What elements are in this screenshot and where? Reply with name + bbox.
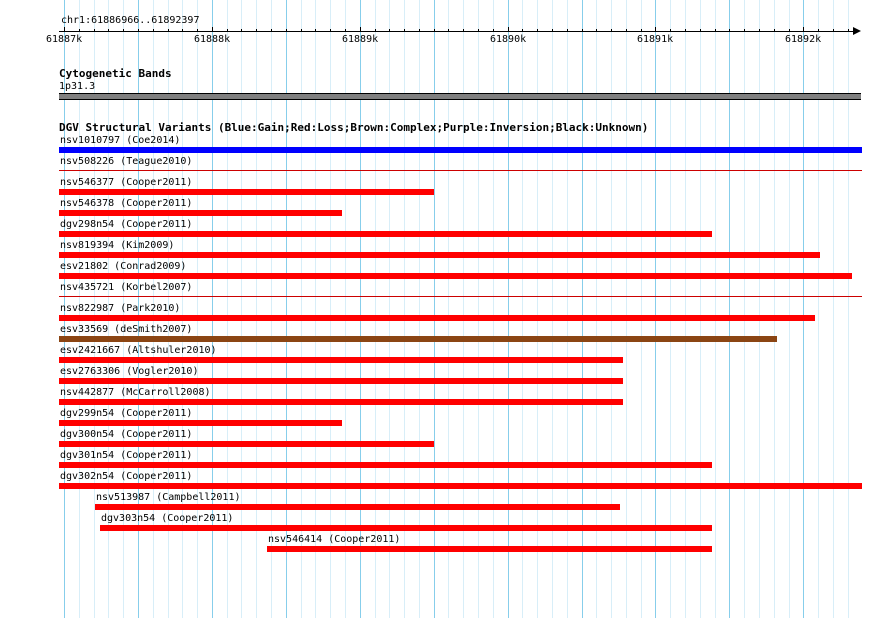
variant-label[interactable]: nsv819394 (Kim2009) (60, 240, 175, 251)
ruler-tick (493, 29, 494, 32)
ruler-tick (315, 29, 316, 32)
variant-bar[interactable] (95, 504, 620, 510)
ruler-tick (759, 29, 760, 32)
ruler-tick (434, 29, 435, 32)
ruler-tick (153, 29, 154, 32)
ruler-tick (803, 27, 804, 32)
variant-bar[interactable] (59, 189, 434, 195)
ruler-tick (286, 29, 287, 32)
ruler-tick (360, 27, 361, 32)
ruler-tick (123, 29, 124, 32)
ruler-tick (108, 29, 109, 32)
ruler-tick (330, 29, 331, 32)
variant-bar[interactable] (59, 462, 712, 468)
ruler-tick-label: 61889k (342, 34, 379, 45)
variant-label[interactable]: dgv303n54 (Cooper2011) (101, 513, 234, 524)
ruler-arrow-icon (853, 27, 861, 35)
variant-bar[interactable] (59, 378, 623, 384)
variant-label[interactable]: esv2421667 (Altshuler2010) (60, 345, 217, 356)
ruler-tick (537, 29, 538, 32)
ruler-tick (744, 29, 745, 32)
variant-bar[interactable] (59, 273, 852, 279)
variant-label[interactable]: dgv301n54 (Cooper2011) (60, 450, 193, 461)
ruler-tick (522, 29, 523, 32)
variant-label[interactable]: dgv298n54 (Cooper2011) (60, 219, 193, 230)
variant-label[interactable]: esv2763306 (Vogler2010) (60, 366, 199, 377)
ruler-tick (79, 29, 80, 32)
ruler-tick (818, 29, 819, 32)
variant-bar[interactable] (59, 483, 862, 489)
ruler-tick (567, 29, 568, 32)
ruler-tick (301, 29, 302, 32)
ruler-tick (182, 29, 183, 32)
variant-bar[interactable] (59, 252, 820, 258)
ruler-tick (241, 29, 242, 32)
ruler-tick (833, 29, 834, 32)
variant-label[interactable]: nsv1010797 (Coe2014) (60, 135, 181, 146)
variant-label[interactable]: nsv508226 (Teague2010) (60, 156, 193, 167)
ruler-tick (626, 29, 627, 32)
ruler-tick (700, 29, 701, 32)
variant-bar[interactable] (59, 420, 342, 426)
dgv-track-title[interactable]: DGV Structural Variants (Blue:Gain;Red:Loss;Brown:Complex;Purple:Inversion;Black:Unknown) (59, 121, 649, 134)
ruler-tick (715, 29, 716, 32)
ruler-tick (197, 29, 198, 32)
variant-label[interactable]: esv33569 (deSmith2007) (60, 324, 193, 335)
ruler-tick (478, 29, 479, 32)
ruler-tick (463, 29, 464, 32)
variant-bar[interactable] (100, 525, 712, 531)
ruler-tick (64, 27, 65, 32)
variant-bar[interactable] (59, 399, 623, 405)
ruler-tick (271, 29, 272, 32)
ruler-tick (389, 29, 390, 32)
ruler-tick (582, 29, 583, 32)
cytoband-label: 1p31.3 (59, 81, 96, 92)
ruler-tick (611, 29, 612, 32)
variant-label[interactable]: nsv442877 (McCarroll2008) (60, 387, 211, 398)
ruler-tick (848, 29, 849, 32)
ruler-tick (729, 29, 730, 32)
ruler-tick-label: 61890k (490, 34, 527, 45)
ruler-tick (596, 29, 597, 32)
variant-bar[interactable] (59, 441, 434, 447)
variant-label[interactable]: nsv546377 (Cooper2011) (60, 177, 193, 188)
variant-label[interactable]: nsv546414 (Cooper2011) (268, 534, 401, 545)
variant-label[interactable]: dgv300n54 (Cooper2011) (60, 429, 193, 440)
variant-bar[interactable] (59, 357, 623, 363)
ruler-tick-label: 61892k (785, 34, 822, 45)
ruler-tick-label: 61888k (194, 34, 231, 45)
variant-label[interactable]: esv21802 (Conrad2009) (60, 261, 187, 272)
cytoband-track-title[interactable]: Cytogenetic Bands (59, 67, 172, 80)
ruler-tick (685, 29, 686, 32)
cytoband-bar[interactable] (59, 93, 861, 100)
position-label: chr1:61886966..61892397 (61, 15, 200, 26)
row-separator (59, 170, 862, 171)
ruler-tick (168, 29, 169, 32)
ruler-tick (212, 27, 213, 32)
variant-bar[interactable] (59, 210, 342, 216)
variant-bar[interactable] (59, 231, 712, 237)
ruler-tick (419, 29, 420, 32)
variant-label[interactable]: dgv299n54 (Cooper2011) (60, 408, 193, 419)
ruler-tick (508, 27, 509, 32)
ruler-tick (789, 29, 790, 32)
ruler-tick (655, 27, 656, 32)
variant-bar[interactable] (59, 315, 815, 321)
variant-label[interactable]: nsv435721 (Korbel2007) (60, 282, 193, 293)
variant-bar[interactable] (267, 546, 712, 552)
variant-bar[interactable] (59, 147, 862, 153)
ruler-tick-label: 61887k (46, 34, 83, 45)
variant-label[interactable]: nsv822987 (Park2010) (60, 303, 181, 314)
ruler-tick (552, 29, 553, 32)
ruler-tick (94, 29, 95, 32)
row-separator (59, 296, 862, 297)
ruler-axis (59, 31, 859, 32)
ruler-tick (774, 29, 775, 32)
ruler-tick (641, 29, 642, 32)
ruler-tick (256, 29, 257, 32)
ruler-tick-label: 61891k (637, 34, 674, 45)
ruler-tick (670, 29, 671, 32)
variant-label[interactable]: dgv302n54 (Cooper2011) (60, 471, 193, 482)
variant-bar[interactable] (59, 336, 777, 342)
variant-label[interactable]: nsv546378 (Cooper2011) (60, 198, 193, 209)
ruler-tick (138, 29, 139, 32)
ruler-tick (375, 29, 376, 32)
ruler-tick (227, 29, 228, 32)
variant-label[interactable]: nsv513987 (Campbell2011) (96, 492, 241, 503)
ruler-tick (345, 29, 346, 32)
ruler-tick (404, 29, 405, 32)
ruler-tick (448, 29, 449, 32)
